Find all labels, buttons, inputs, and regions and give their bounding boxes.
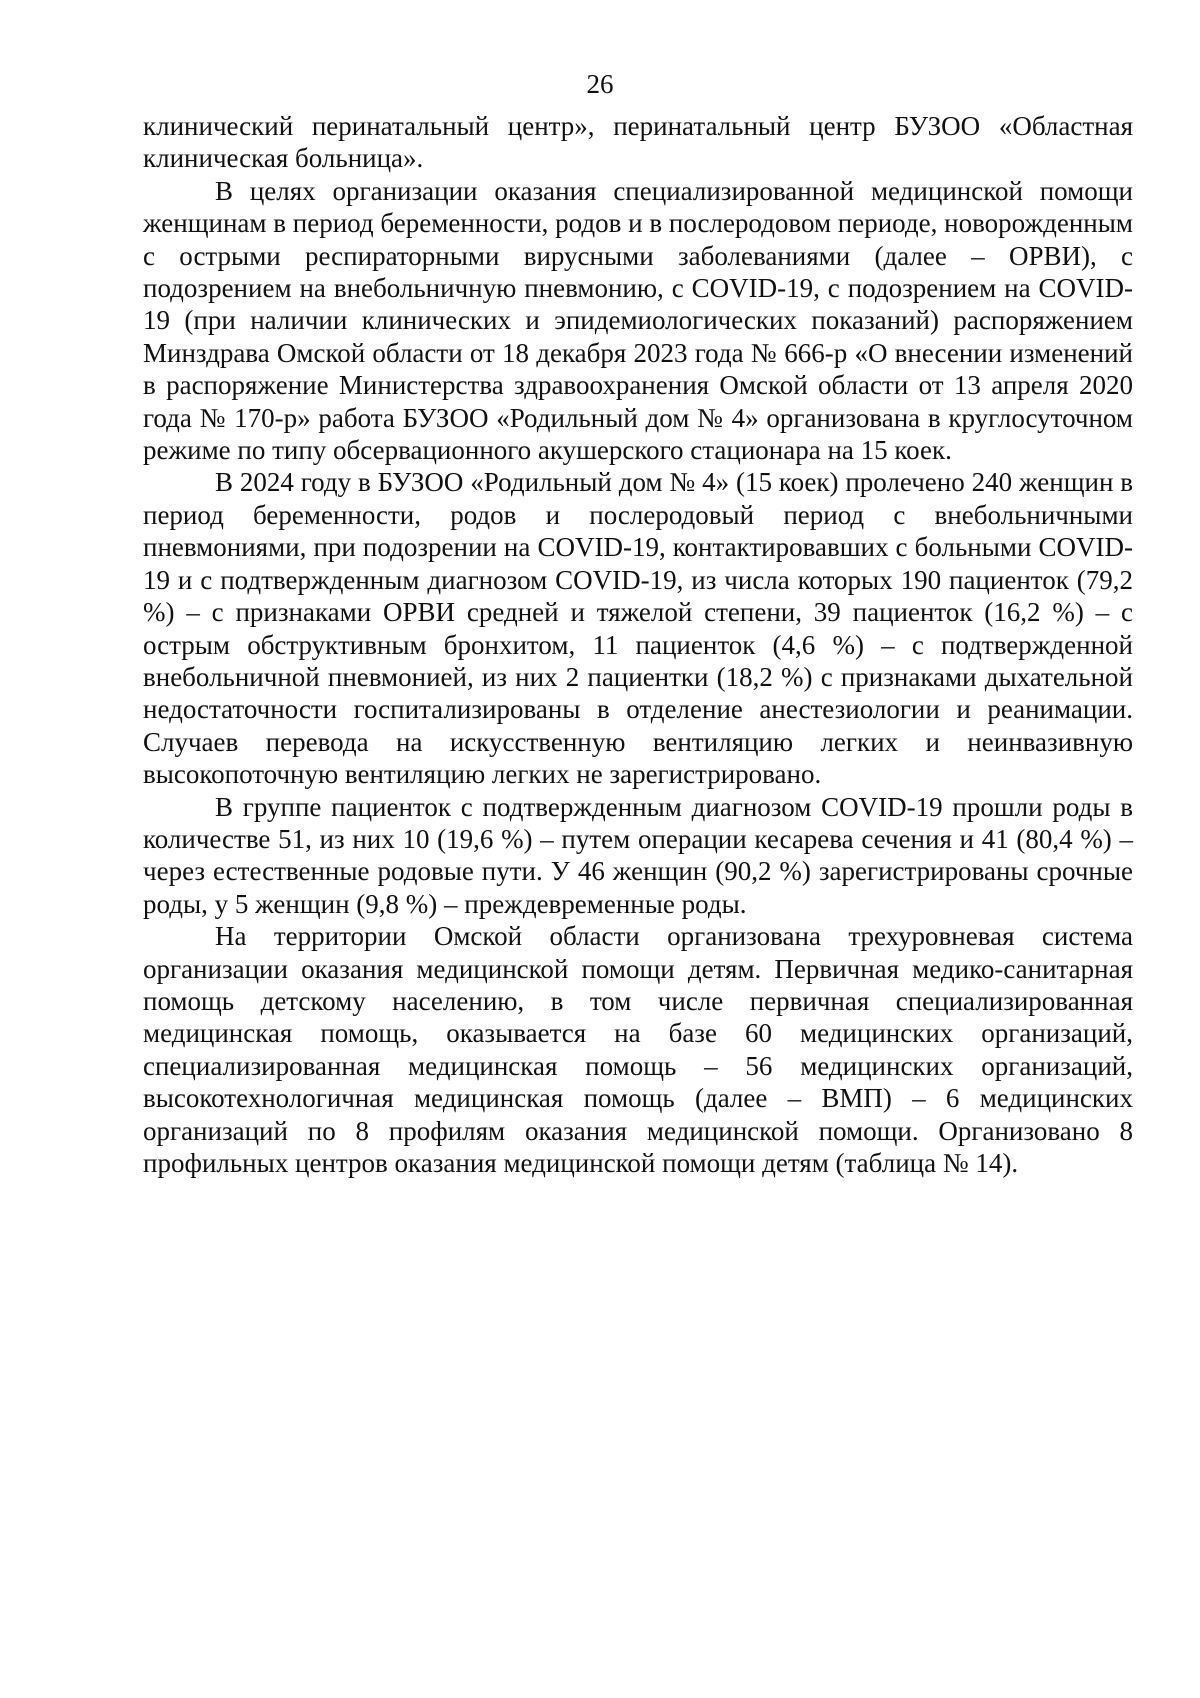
paragraph-2024-treatment-stats: В 2024 году в БУЗОО «Родильный дом № 4» (15 коек) пролечено 240 женщин в период беременности, родов и послеродовый период с внебольничными пневмониями, при подозрении на COVID-19, контактировавших с больными COVID-19 и с подтвержденным диагнозом COVID-19, из числа которых 190 пациенток (79,2 %) – с признаками ОРВИ средней и тяжелой степени, 39 пациенток (16,2 %) – с острым обструктивным бронхитом, 11 пациенток (4,6 %) – с подтвержденной внебольничной пневмонией, из них 2 пациентки (18,2 %) с признаками дыхательной недостаточности госпитализированы в отделение анестезиологии и реанимации. Случаев перевода на искусственную вентиляцию легких и неинвазивную высокопоточную вентиляцию легких не зарегистрировано. [143, 467, 1133, 790]
paragraph-maternity-hospital-organization: В целях организации оказания специализированной медицинской помощи женщинам в период беременности, родов и в послеродовом периоде, новорожденным с острыми респираторными вирусными заболеваниями (далее – ОРВИ), с подозрением на внебольничную пневмонию, с COVID-19, с подозрением на COVID-19 (при наличии клинических и эпидемиологических показаний) распоряжением Минздрава Омской области от 18 декабря 2023 года № 666-р «О внесении изменений в распоряжение Министерства здравоохранения Омской области от 13 апреля 2020 года № 170-р» работа БУЗОО «Родильный дом № 4» организована в круглосуточном режиме по типу обсервационного акушерского стационара на 15 коек. [143, 175, 1133, 466]
paragraph-continuation: клинический перинатальный центр», перинатальный центр БУЗОО «Областная клиническая больница». [143, 111, 1133, 174]
page-number: 26 [586, 69, 614, 99]
paragraph-covid-births: В группе пациенток с подтвержденным диагнозом COVID-19 прошли роды в количестве 51, из них 10 (19,6 %) – путем операции кесарева сечения и 41 (80,4 %) – через естественные родовые пути. У 46 женщин (90,2 %) зарегистрированы срочные роды, у 5 женщин (9,8 %) – преждевременные роды. [143, 791, 1133, 919]
paragraph-pediatric-care-system: На территории Омской области организована трехуровневая система организации оказания медицинской помощи детям. Первичная медико-санитарная помощь детскому населению, в том числе первичная специализированная медицинская помощь, оказывается на базе 60 медицинских организаций, специализированная медицинская помощь – 56 медицинских организаций, высокотехнологичная медицинская помощь (далее – ВМП) – 6 медицинских организаций по 8 профилям оказания медицинской помощи. Организовано 8 профильных центров оказания медицинской помощи детям (таблица № 14). [143, 921, 1133, 1178]
document-body [143, 110, 1133, 1179]
